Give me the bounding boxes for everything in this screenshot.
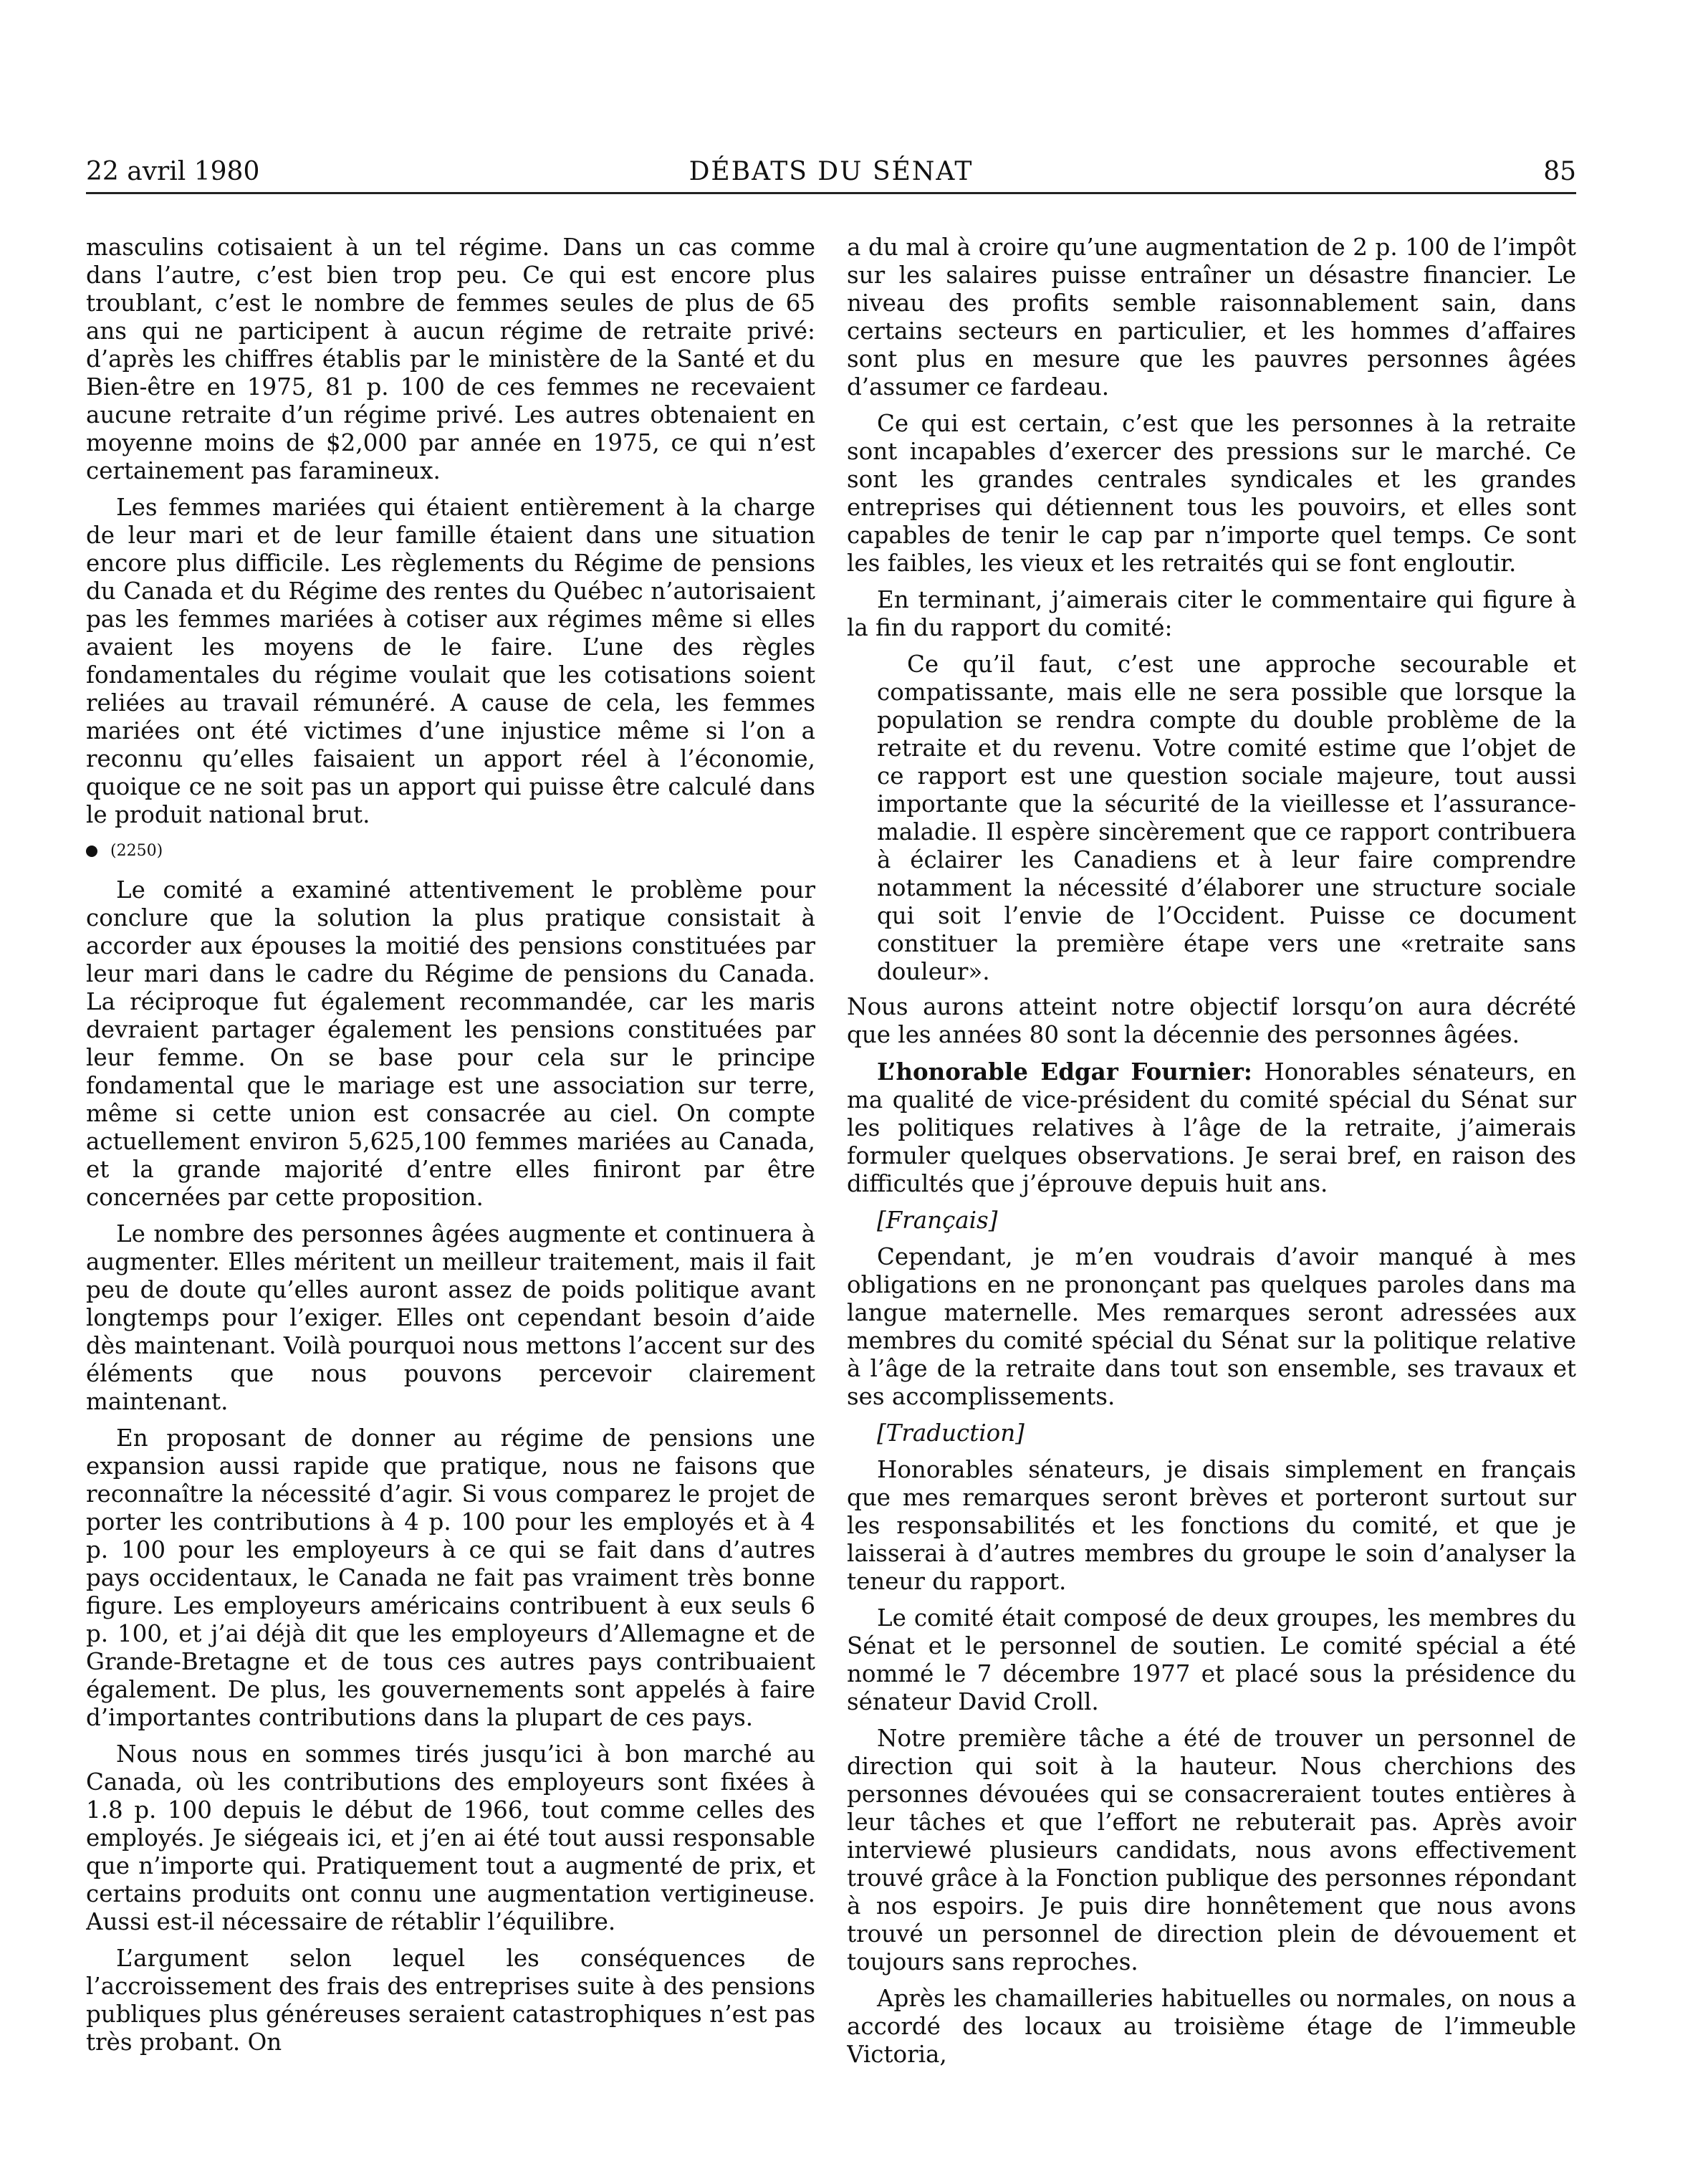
left-column — [86, 234, 815, 2118]
page-header — [86, 152, 1576, 194]
paragraph: Cependant, je m’en voudrais d’avoir manqué à mes obligations en ne prononçant pas quelques paroles dans ma langue maternelle. Mes remarques seront adressées aux membres du comité spécial du Sénat sur la politique relative à l’âge de la retraite dans tout son ensemble, ses travaux et ses accomplissements. — [847, 1243, 1576, 1410]
speaker-text: Honorables sénateurs, en ma qualité de vice-président du comité spécial du Sénat sur les politiques relatives à l’âge de la retraite, j’aimerais formuler quelques observations. Je serai bref, en raison des difficultés que j’éprouve depuis huit ans. — [847, 1058, 1576, 1197]
quote-text: Ce qu’il faut, c’est une approche secourable et compatissante, mais elle ne sera possible que lorsque la population se rendra compte du double problème de la retraite et du revenu. Votre comité estime que l’objet de ce rapport est une question sociale majeure, tout aussi importante que la sécurité de la vieillesse et l’assurance-maladie. Il espère sincèrement que ce rapport contribuera à éclairer les Canadiens et à leur faire comprendre notamment la nécessité d’élaborer une structure sociale qui soit l’envie de l’Occident. Puisse ce document constituer la première étape vers une «retraite sans douleur». — [877, 651, 1576, 985]
time-marker-label: (2250) — [110, 842, 163, 860]
paragraph: Le comité a examiné attentivement le problème pour conclure que la solution la plus pratique consistait à accorder aux épouses la moitié des pensions constituées par leur mari dans le cadre du Régime de pensions du Canada. La réciproque fut également recommandée, car les maris devraient partager également les pensions constituées par leur femme. On se base pour cela sur le principe fondamental que le mariage est une association sur terre, même si cette union est consacrée au ciel. On compte actuellement environ 5,625,100 femmes mariées au Canada, et la grande majorité d’entre elles finiront par être concernées par cette proposition. — [86, 876, 815, 1211]
paragraph: En proposant de donner au régime de pensions une expansion aussi rapide que pratique, nous ne faisons que reconnaître la nécessité d’agir. Si vous comparez le projet de porter les contributions à 4 p. 100 pour les employés et à 4 p. 100 pour les employeurs à ce qui se fait dans d’autres pays occidentaux, le Canada ne fait pas vraiment très bonne figure. Les employeurs américains contribuent à eux seuls 6 p. 100, et j’ai déjà dit que les employeurs d’Allemagne et de Grande-Bretagne et de tous ces autres pays contribuaient également. De plus, les gouvernements sont appelés à faire d’importantes contributions dans la plupart de ces pays. — [86, 1424, 815, 1731]
paragraph: Honorables sénateurs, je disais simplement en français que mes remarques seront brèves et porteront surtout sur les responsabilités et les fonctions du comité, et que je laisserai à d’autres membres du groupe le soin d’analyser la teneur du rapport. — [847, 1456, 1576, 1595]
language-marker: [Français] — [877, 1207, 998, 1234]
speaker-paragraph — [847, 1058, 1576, 1198]
page-number: 85 — [1543, 157, 1576, 186]
paragraph: Ce qui est certain, c’est que les personnes à la retraite sont incapables d’exercer des pressions sur le marché. Ce sont les grandes centrales syndicales et les grandes entreprises qui détiennent tous les pouvoirs, et elles sont capables de tenir le cap par n’importe quel temps. Ce sont les faibles, les vieux et les retraités qui se font engloutir. — [847, 410, 1576, 577]
paragraph: L’argument selon lequel les conséquences de l’accroissement des frais des entreprises suite à des pensions publiques plus généreuses seraient catastrophiques n’est pas très probant. On — [86, 1945, 815, 2056]
bullet-icon — [86, 846, 97, 857]
language-marker: [Traduction] — [877, 1419, 1025, 1447]
paragraph: Nous nous en sommes tirés jusqu’ici à bon marché au Canada, où les contributions des employeurs sont fixées à 1.8 p. 100 depuis le début de 1966, tout comme celles des employés. Je siégeais ici, et j’en ai été tout aussi responsable que n’importe qui. Pratiquement tout a augmenté de prix, et certains produits ont connu une augmentation vertigineuse. Aussi est-il nécessaire de rétablir l’équilibre. — [86, 1740, 815, 1935]
paragraph: En terminant, j’aimerais citer le commentaire qui figure à la fin du rapport du comité: — [847, 586, 1576, 641]
paragraph: Le comité était composé de deux groupes, les membres du Sénat et le personnel de soutien. Le comité spécial a été nommé le 7 décembre 1977 et placé sous la présidence du sénateur David Croll. — [847, 1604, 1576, 1715]
paragraph: masculins cotisaient à un tel régime. Dans un cas comme dans l’autre, c’est bien trop peu. Ce qui est encore plus troublant, c’est le nombre de femmes seules de plus de 65 ans qui ne participent à aucun régime de retraite privé: d’après les chiffres établis par le ministère de la Santé et du Bien-être en 1975, 81 p. 100 de ces femmes ne recevaient aucune retraite d’un régime privé. Les autres obtenaient en moyenne moins de $2,000 par année en 1975, ce qui n’est certainement pas faramineux. — [86, 234, 815, 484]
paragraph: Les femmes mariées qui étaient entièrement à la charge de leur mari et de leur famille étaient dans une situation encore plus difficile. Les règlements du Régime de pensions du Canada et du Régime des rentes du Québec n’autorisaient pas les femmes mariées à cotiser aux régimes même si elles avaient les moyens de le faire. L’une des règles fondamentales du régime voulait que les cotisations soient reliées au travail rémunéré. A cause de cela, les femmes mariées ont été victimes d’une injustice même si l’on a reconnu qu’elles faisaient un apport réel à l’économie, quoique ce ne soit pas un apport qui puisse être calculé dans le produit national brut. — [86, 494, 815, 828]
right-column — [847, 234, 1576, 2118]
paragraph: Nous aurons atteint notre objectif lorsqu’on aura décrété que les années 80 sont la décennie des personnes âgées. — [847, 993, 1576, 1048]
paragraph: a du mal à croire qu’une augmentation de 2 p. 100 de l’impôt sur les salaires puisse entraîner un désastre financier. Le niveau des profits semble raisonnablement sain, dans certains secteurs en particulier, et les hommes d’affaires sont plus en mesure que les pauvres personnes âgées d’assumer ce fardeau. — [847, 234, 1576, 401]
header-date: 22 avril 1980 — [86, 157, 260, 186]
paragraph: Après les chamailleries habituelles ou normales, on nous a accordé des locaux au troisième étage de l’immeuble Victoria, — [847, 1985, 1576, 2068]
paragraph: Le nombre des personnes âgées augmente et continuera à augmenter. Elles méritent un meilleur traitement, mais il fait peu de doute qu’elles auront assez de poids politique avant longtemps pour l’exiger. Elles ont cependant besoin d’aide dès maintenant. Voilà pourquoi nous mettons l’accent sur des éléments que nous pouvons percevoir clairement maintenant. — [86, 1220, 815, 1415]
block-quote — [877, 651, 1576, 986]
time-marker — [86, 840, 815, 862]
header-title: DÉBATS DU SÉNAT — [689, 157, 974, 186]
paragraph: Notre première tâche a été de trouver un personnel de direction qui soit à la hauteur. Nous cherchions des personnes dévouées qui se consacreraient toutes entières à leur tâches et que l’effort ne rebuterait pas. Après avoir interviewé plusieurs candidats, nous avons effectivement trouvé grâce à la Fonction publique des personnes répondant à nos espoirs. Je puis dire honnêtement que nous avons trouvé un personnel de direction plein de dévouement et toujours sans reproches. — [847, 1725, 1576, 1975]
speaker-name: L’honorable Edgar Fournier: — [877, 1058, 1252, 1086]
